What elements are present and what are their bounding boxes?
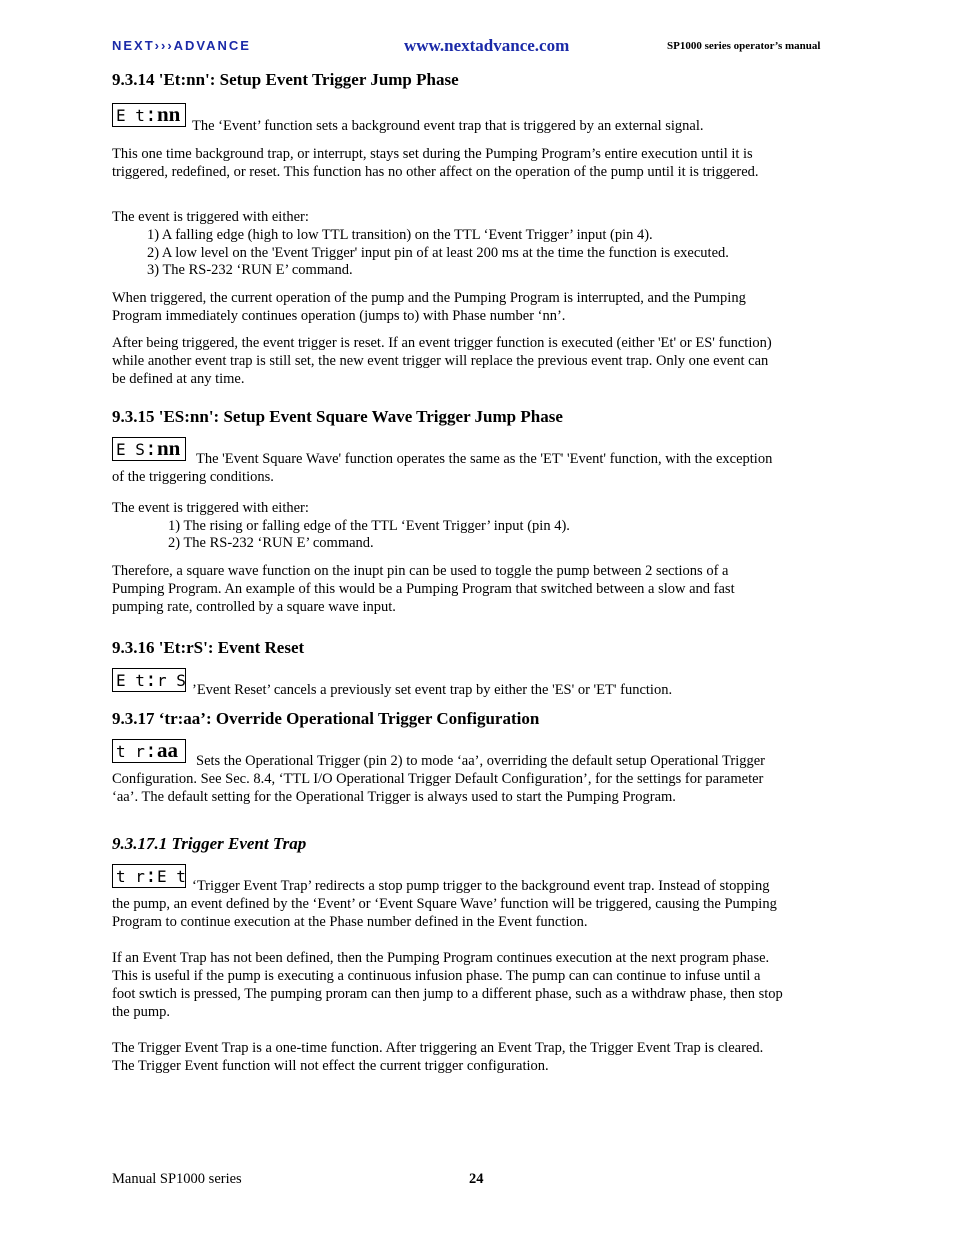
lcd-suffix: E t: [156, 867, 186, 886]
nextadvance-logo: NEXT›››ADVANCE: [112, 38, 251, 53]
lcd-display-et-nn: [112, 103, 186, 127]
s171-intro: ‘Trigger Event Trap’ redirects a stop pump trigger to the background event trap. Instead of stopping the pump, an event defined by the ‘Event’ or ‘Event Square Wave’ function will be triggered, causing the Pumping Program to continue execution at the Phase number defined in the Event function.: [112, 878, 777, 930]
s14-intro: The ‘Event’ function sets a background event trap that is triggered by an external signal.: [192, 118, 704, 134]
lcd-glyphs: E t: [116, 671, 145, 690]
s14-paragraph-1: This one time background trap, or interrupt, stays set during the Pumping Program’s entire execution until it is triggered, redefined, or reset. This function has no other affect on the operation of the pump until it is triggered.: [112, 146, 759, 180]
lcd-suffix: r S: [156, 671, 186, 690]
lcd-suffix: nn: [156, 436, 181, 460]
s17-intro: Sets the Operational Trigger (pin 2) to mode ‘aa’, overriding the default setup Operational Trigger Configuration. See Sec. 8.4, ‘TTL I/O Operational Trigger Default Configuration’, for the settings for parameter ‘aa’. The default setting for the Operational Trigger is always used to start the Pumping Program.: [112, 753, 765, 805]
header-url[interactable]: www.nextadvance.com: [404, 36, 570, 55]
section-9-3-15-heading: 9.3.15 'ES:nn': Setup Event Square Wave Trigger Jump Phase: [112, 407, 563, 426]
section-9-3-14-heading: 9.3.14 'Et:nn': Setup Event Trigger Jump Phase: [112, 70, 459, 89]
lcd-glyphs: t r: [116, 867, 145, 886]
s16-intro: ’Event Reset’ cancels a previously set event trap by either the 'ES' or 'ET' function.: [192, 682, 673, 698]
s15-list-intro: The event is triggered with either:: [112, 500, 309, 516]
s15-paragraph-1: Therefore, a square wave function on the inupt pin can be used to toggle the pump between 2 sections of a Pumping Program. An example of this would be a Pumping Program that switched between a slow and fast pumping rate, controlled by a square wave input.: [112, 563, 735, 615]
lcd-glyphs: E t: [116, 106, 145, 125]
lcd-glyphs: t r: [116, 742, 145, 761]
list-item: 1) The rising or falling edge of the TTL ‘Event Trigger’ input (pin 4).: [168, 518, 570, 534]
lcd-suffix: nn: [156, 102, 181, 126]
list-item: 1) A falling edge (high to low TTL transition) on the TTL ‘Event Trigger’ input (pin 4).: [147, 227, 653, 243]
s171-paragraph-1: If an Event Trap has not been defined, then the Pumping Program continues execution at the next program phase. This is useful if the pump is executing a continuous infusion phase. The pump can can continue to infuse until a foot swtich is pressed, The pumping proram can then jump to a different phase, such as a withdraw phase, then stop the pump.: [112, 950, 783, 1020]
lcd-colon-icon: :: [144, 102, 157, 126]
s171-paragraph-2: The Trigger Event Trap is a one-time function. After triggering an Event Trap, the Trigger Event Trap is cleared. The Trigger Event function will not effect the current trigger configuration.: [112, 1040, 764, 1074]
section-9-3-16-heading: 9.3.16 'Et:rS': Event Reset: [112, 638, 305, 657]
list-item: 2) A low level on the 'Event Trigger' input pin of at least 200 ms at the time the function is executed.: [147, 245, 729, 261]
lcd-suffix: aa: [156, 738, 178, 762]
lcd-glyphs: E S: [116, 440, 145, 459]
section-9-3-17-1-heading: 9.3.17.1 Trigger Event Trap: [112, 834, 307, 853]
lcd-display-et-rs: [112, 668, 186, 692]
lcd-colon-icon: :: [144, 738, 157, 762]
list-item: 2) The RS-232 ‘RUN E’ command.: [168, 535, 374, 551]
header-manual-title: SP1000 series operator’s manual: [667, 40, 821, 52]
s14-list-intro: The event is triggered with either:: [112, 209, 309, 225]
s14-paragraph-2: When triggered, the current operation of the pump and the Pumping Program is interrupted, and the Pumping Program immediately continues operation (jumps to) with Phase number ‘nn’.: [112, 290, 746, 324]
s15-intro: The 'Event Square Wave' function operates the same as the 'ET' 'Event' function, with the exception of the triggering conditions.: [112, 451, 773, 485]
section-9-3-17-heading: 9.3.17 ‘tr:aa’: Override Operational Trigger Configuration: [112, 709, 540, 728]
lcd-colon-icon: :: [144, 667, 157, 691]
page-number: 24: [469, 1171, 484, 1187]
s14-paragraph-3: After being triggered, the event trigger is reset. If an event trigger function is executed (either 'Et' or ES' function) while another event trap is still set, the new event trigger will replace the previous event trap. Only one event can be defined at any time.: [112, 335, 772, 387]
lcd-colon-icon: :: [144, 863, 157, 887]
lcd-colon-icon: :: [144, 436, 157, 460]
list-item: 3) The RS-232 ‘RUN E’ command.: [147, 262, 353, 278]
footer-manual-name: Manual SP1000 series: [112, 1171, 242, 1187]
